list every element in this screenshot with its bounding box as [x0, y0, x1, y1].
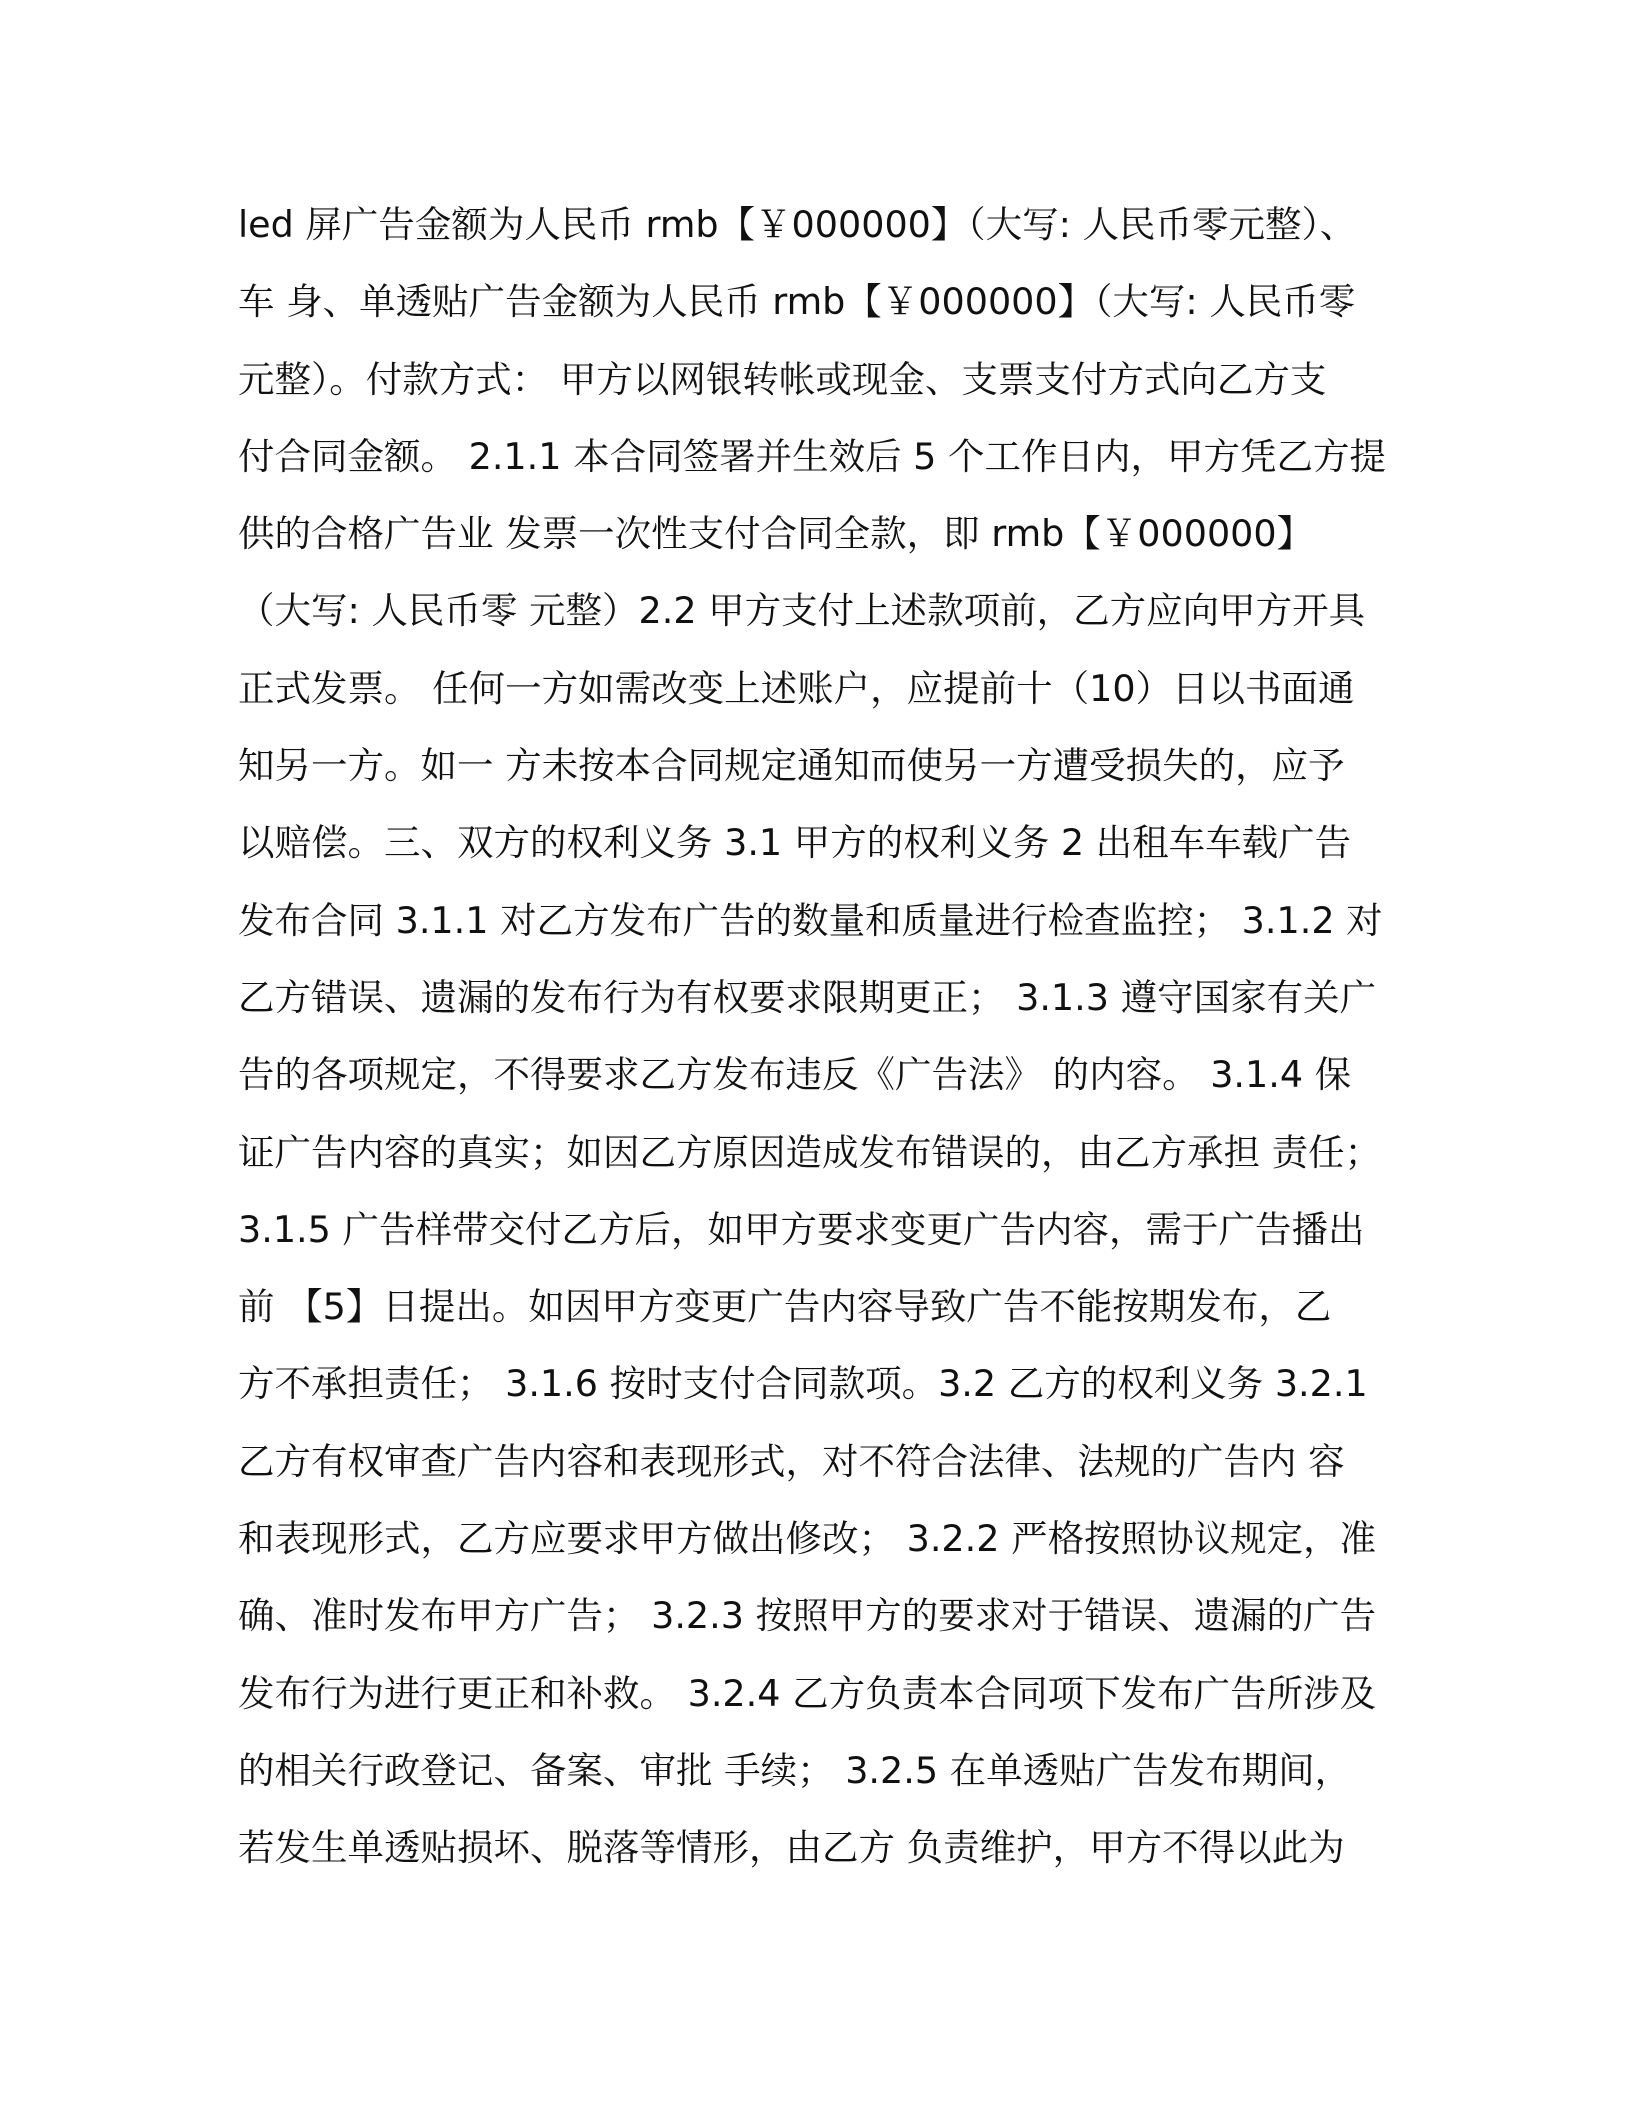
text-line: 确、准时发布甲方广告； 3.2.3 按照甲方的要求对于错误、遗漏的广告 [238, 1594, 1377, 1638]
text-line: 证广告内容的真实；如因乙方原因造成发布错误的，由乙方承担 责任； [238, 1130, 1382, 1174]
text-line: 元整）。付款方式： 甲方以网银转帐或现金、支票支付方式向乙方支 [238, 357, 1327, 401]
text-line: 付合同金额。 2.1.1 本合同签署并生效后 5 个工作日内，甲方凭乙方提 [238, 434, 1387, 478]
text-line: 乙方错误、遗漏的发布行为有权要求限期更正； 3.1.3 遵守国家有关广 [238, 975, 1377, 1019]
text-line: 前 【5】日提出。如因甲方变更广告内容导致广告不能按期发布，乙 [238, 1285, 1332, 1329]
text-line: 乙方有权审查广告内容和表现形式，对不符合法律、法规的广告内 容 [238, 1439, 1345, 1483]
text-line: 知另一方。如一 方未按本合同规定通知而使另一方遭受损失的，应予 [238, 744, 1345, 788]
text-line: led 屏广告金额为人民币 rmb【￥000000】（大写: 人民币零元整）、 [238, 203, 1357, 246]
text-line: （大写: 人民币零 元整）2.2 甲方支付上述款项前，乙方应向甲方开具 [238, 589, 1366, 633]
text-line: 以赔偿。三、双方的权利义务 3.1 甲方的权利义务 2 出租车车载广告 [238, 821, 1352, 865]
text-line: 发布合同 3.1.1 对乙方发布广告的数量和质量进行检查监控； 3.1.2 对 [238, 898, 1383, 942]
text-line: 若发生单透贴损坏、脱落等情形，由乙方 负责维护，甲方不得以此为 [238, 1826, 1345, 1870]
body-text [238, 186, 1408, 1887]
text-line: 正式发票。 任何一方如需改变上述账户，应提前十（10）日以书面通 [238, 666, 1355, 710]
text-line: 方不承担责任； 3.1.6 按时支付合同款项。3.2 乙方的权利义务 3.2.1 [238, 1362, 1368, 1406]
text-line: 和表现形式，乙方应要求甲方做出修改； 3.2.2 严格按照协议规定，准 [238, 1517, 1377, 1561]
text-line: 车 身、单透贴广告金额为人民币 rmb【￥000000】（大写: 人民币零 [238, 280, 1356, 324]
text-line: 的相关行政登记、备案、审批 手续； 3.2.5 在单透贴广告发布期间， [238, 1748, 1352, 1792]
text-line: 供的合格广告业 发票一次性支付合同全款，即 rmb【￥000000】 [238, 512, 1314, 556]
text-line: 告的各项规定，不得要求乙方发布违反《广告法》 的内容。 3.1.4 保 [238, 1053, 1352, 1097]
text-line: 发布行为进行更正和补救。 3.2.4 乙方负责本合同项下发布广告所涉及 [238, 1671, 1377, 1715]
text-line: 3.1.5 广告样带交付乙方后，如甲方要求变更广告内容，需于广告播出 [238, 1207, 1365, 1251]
